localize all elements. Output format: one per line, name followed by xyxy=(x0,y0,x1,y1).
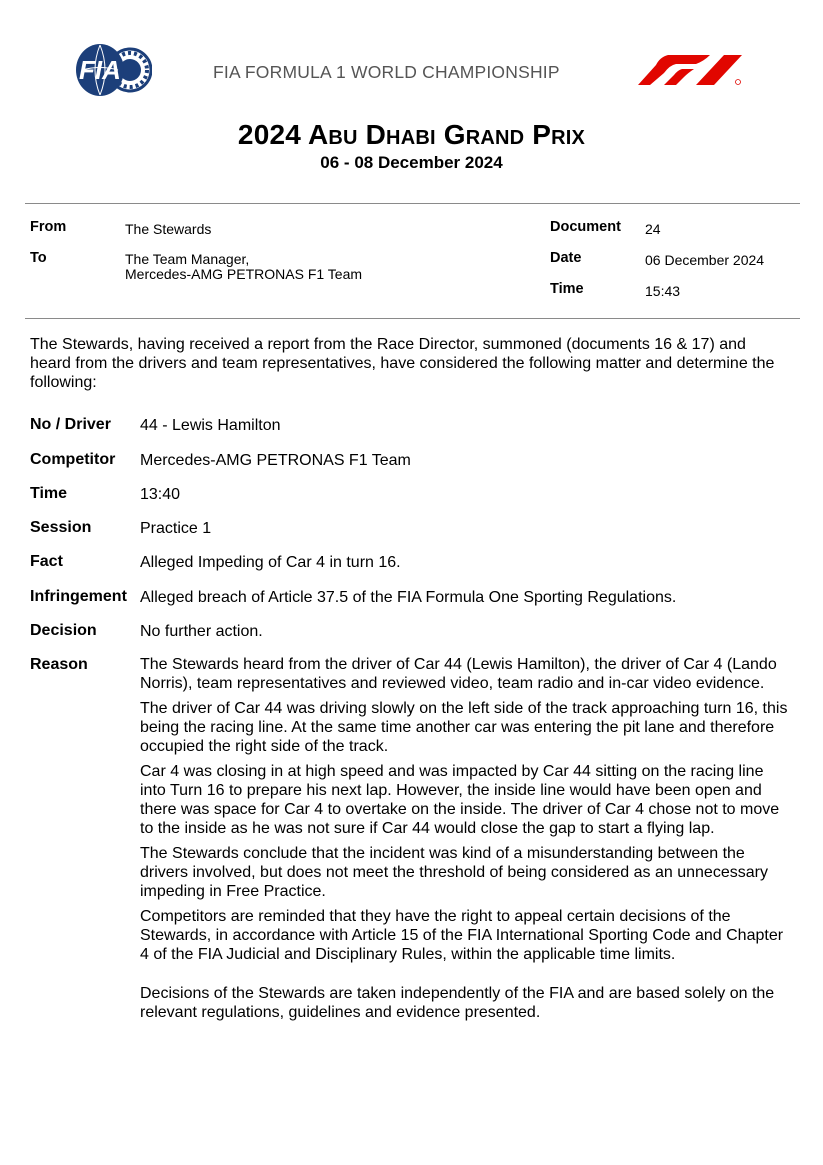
event-title: 2024 Abu Dhabi Grand Prix xyxy=(237,119,586,150)
reason-label: Reason xyxy=(30,656,88,673)
time-label: Time xyxy=(550,281,584,297)
championship-title: FIA FORMULA 1 WORLD CHAMPIONSHIP xyxy=(213,62,560,82)
competitor-value: Mercedes-AMG PETRONAS F1 Team xyxy=(140,452,411,469)
date-value: 06 December 2024 xyxy=(645,252,765,268)
reason-body xyxy=(140,655,790,1028)
to-value-line2: Mercedes-AMG PETRONAS F1 Team xyxy=(125,266,363,282)
decision-value: No further action. xyxy=(140,623,263,640)
independence-statement: Decisions of the Stewards are taken independently of the FIA and are based solely on the relevant regulations, guidelines and evidence presented. xyxy=(140,985,775,1021)
reason-paragraph: The Stewards conclude that the incident was kind of a misunderstanding between the drivers involved, but does not meet the threshold of being considered as an unnecessary impeding in Free Practice. xyxy=(140,845,768,900)
session-label: Session xyxy=(30,519,92,536)
reason-paragraph: Car 4 was closing in at high speed and was impacted by Car 44 sitting on the racing line into Turn 16 to prepare his next lap. However, the inside line would have been open and there was space for Car 4 to overtake on the inside. The driver of Car 4 chose not to move to the inside as he was not sure if Car 44 would close the gap to start a flying lap. xyxy=(140,763,780,837)
header-divider-bottom xyxy=(25,318,800,319)
svg-text:FIA: FIA xyxy=(79,55,121,85)
date-label: Date xyxy=(550,250,582,266)
to-label: To xyxy=(30,250,47,266)
to-value-line1: The Team Manager, xyxy=(125,251,250,267)
infringement-value: Alleged breach of Article 37.5 of the FIA Formula One Sporting Regulations. xyxy=(140,589,677,606)
driver-value: 44 - Lewis Hamilton xyxy=(140,417,281,434)
event-dates: 06 - 08 December 2024 xyxy=(320,153,503,172)
reason-paragraph: Competitors are reminded that they have the right to appeal certain decisions of the Stewards, in accordance with Article 15 of the FIA International Sporting Code and Chapter 4 of the FIA Judicial and Disciplinary Rules, within the applicable time limits. xyxy=(140,908,784,963)
session-value: Practice 1 xyxy=(140,520,212,537)
time-row-label: Time xyxy=(30,485,68,502)
f1-logo-icon xyxy=(638,55,746,85)
time-row-value: 13:40 xyxy=(140,486,181,503)
fact-label: Fact xyxy=(30,553,63,570)
reason-paragraph: The driver of Car 44 was driving slowly on the left side of the track approaching turn 16, this being the racing line. At the same time another car was entering the pit lane and therefore occupied the right side of the track. xyxy=(140,700,788,755)
document-label: Document xyxy=(550,219,621,235)
infringement-label: Infringement xyxy=(30,588,127,605)
intro-paragraph: The Stewards, having received a report from the Race Director, summoned (documents 16 & 17) and heard from the drivers and team representatives, have considered the following matter and determine the following: xyxy=(30,336,775,391)
driver-label: No / Driver xyxy=(30,416,111,433)
from-label: From xyxy=(30,219,67,235)
decision-label: Decision xyxy=(30,622,97,639)
time-value: 15:43 xyxy=(645,283,681,299)
fact-value: Alleged Impeding of Car 4 in turn 16. xyxy=(140,554,401,571)
competitor-label: Competitor xyxy=(30,451,116,468)
reason-paragraph: The Stewards heard from the driver of Car 44 (Lewis Hamilton), the driver of Car 4 (Lando Norris), team representatives and reviewed video, team radio and in-car video evidence. xyxy=(140,656,777,692)
document-value: 24 xyxy=(645,221,661,237)
header-divider-top xyxy=(25,203,800,204)
from-value: The Stewards xyxy=(125,221,212,237)
fia-logo-icon xyxy=(76,43,152,97)
